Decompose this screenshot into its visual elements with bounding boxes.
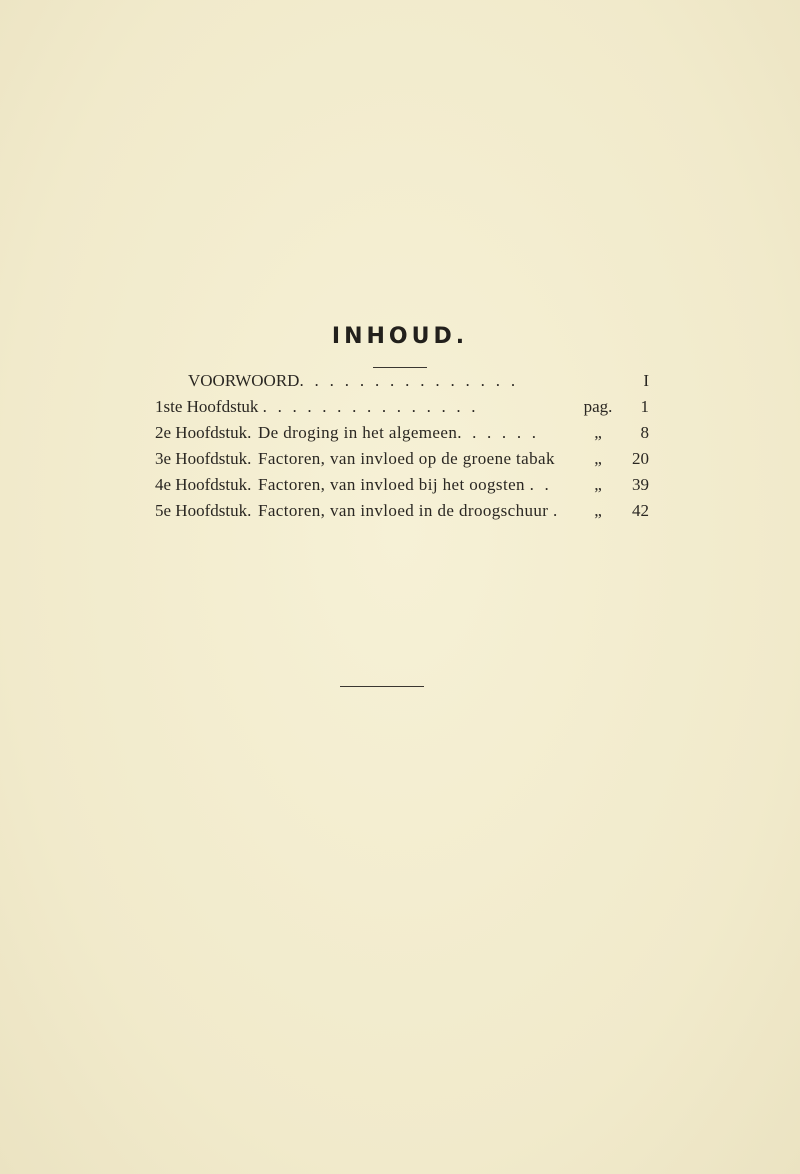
page-number: 8 <box>640 423 649 442</box>
page-title: INHOUD. <box>331 324 469 349</box>
preface-page-number: I <box>643 371 649 390</box>
chapter-title: De droging in het algemeen. . . . . . <box>258 423 540 442</box>
ditto-mark: „ <box>594 501 602 520</box>
toc-dots: . . . . . . . . . . . . . . . <box>262 397 479 416</box>
toc-dots: . . <box>529 475 552 494</box>
chapter-title: Factoren, van invloed in de droogschuur . <box>258 501 561 520</box>
chapter-title: Factoren, van invloed op de groene tabak <box>258 449 555 468</box>
pag-label: pag. <box>583 397 613 416</box>
ditto-mark: „ <box>594 449 602 468</box>
toc-dots: . <box>553 501 561 520</box>
toc-row <box>0 394 800 420</box>
chapter-title: Factoren, van invloed bij het oogsten . . <box>258 475 552 494</box>
preface-entry <box>188 368 518 394</box>
ditto-mark: „ <box>594 423 602 442</box>
preface-label: VOORWOORD <box>188 371 300 390</box>
closing-rule <box>340 686 424 687</box>
page-number: 20 <box>632 449 649 468</box>
chapter-label: 5e Hoofdstuk. <box>155 501 252 520</box>
ditto-mark: „ <box>594 475 602 494</box>
toc-preface-row <box>0 368 800 394</box>
page-number: 42 <box>632 501 649 520</box>
toc-row <box>0 446 800 472</box>
toc-row <box>0 472 800 498</box>
toc-dots: . . . . . . <box>457 423 540 442</box>
page-number: 39 <box>632 475 649 494</box>
chapter-label: 4e Hoofdstuk. <box>155 475 252 494</box>
toc-row <box>0 420 800 446</box>
chapter-label: 3e Hoofdstuk. <box>155 449 252 468</box>
preface-dots: . . . . . . . . . . . . . . . <box>299 371 519 390</box>
chapter-label: 1ste Hoofdstuk . . . . . . . . . . . . . . . <box>155 397 479 416</box>
toc-row <box>0 498 800 524</box>
page-number: 1 <box>640 397 649 416</box>
chapter-label: 2e Hoofdstuk. <box>155 423 252 442</box>
